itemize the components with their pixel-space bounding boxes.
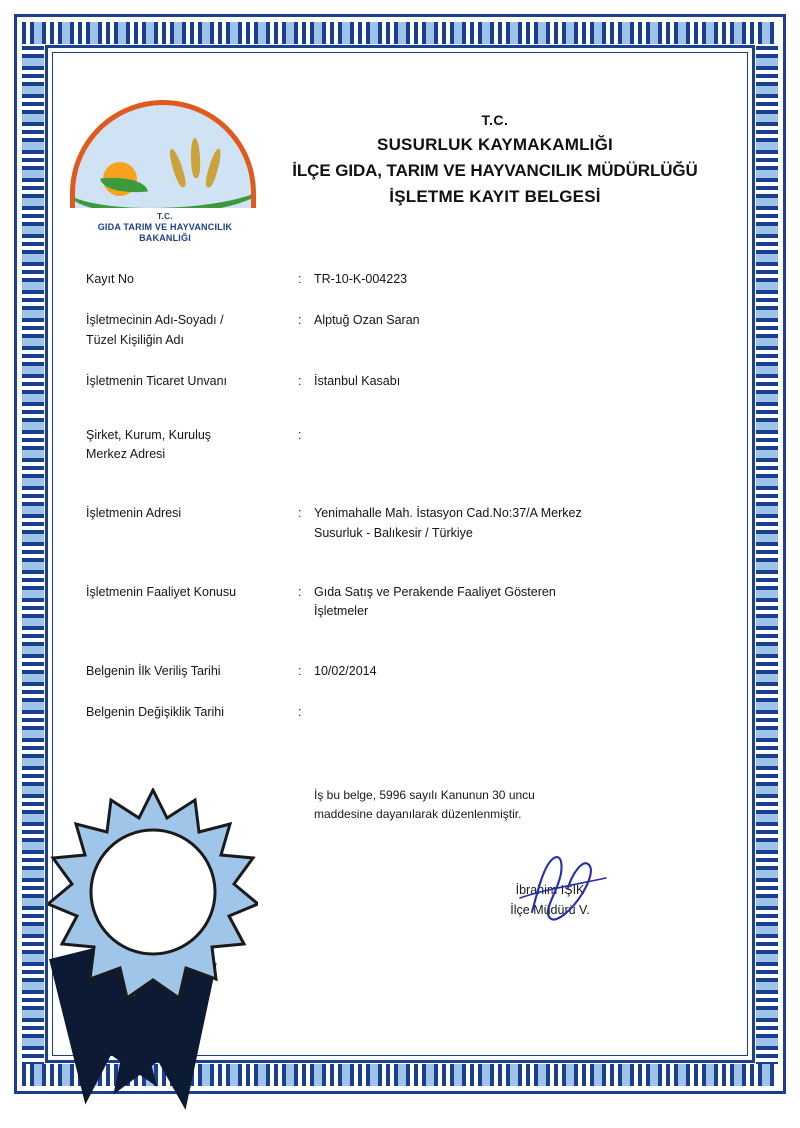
field-label	[86, 583, 298, 602]
field-value-text: İstanbul Kasabı	[314, 374, 401, 389]
certificate-fields	[86, 270, 726, 729]
field-separator: :	[298, 663, 302, 678]
field-value-text: 10/02/2014	[314, 663, 377, 678]
field-label	[86, 311, 298, 350]
field-label	[86, 426, 298, 465]
field-value	[314, 372, 726, 391]
certificate-content	[60, 60, 740, 1048]
field-value-text-line2: Susurluk - Balıkesir / Türkiye	[314, 525, 473, 540]
legal-note-line1: İş bu belge, 5996 sayılı Kanunun 30 uncu	[314, 788, 535, 802]
field-row	[86, 270, 726, 289]
field-separator: :	[298, 705, 302, 720]
field-row	[86, 372, 726, 391]
field-value-text: Gıda Satış ve Perakende Faaliyet Gösteren	[314, 585, 556, 599]
document-title-block	[260, 110, 730, 211]
field-row	[86, 703, 726, 722]
field-label-text: İşletmenin Ticaret Unvanı	[86, 374, 228, 389]
title-line-3: İLÇE GIDA, TARIM VE HAYVANCILIK MÜDÜRLÜĞÜ	[292, 161, 698, 181]
field-label-subtext: Merkez Adresi	[86, 446, 166, 461]
award-seal	[48, 788, 298, 1108]
field-label-text: Belgenin Değişiklik Tarihi	[86, 705, 225, 720]
signature-name: İbrahim IŞIK	[515, 883, 585, 897]
field-value-text: TR-10-K-004223	[314, 272, 408, 286]
field-value	[314, 311, 726, 330]
field-separator: :	[298, 427, 302, 442]
rosette-icon	[48, 788, 258, 998]
title-line-1: T.C.	[481, 112, 509, 128]
field-label-text: İşletmecinin Adı-Soyadı /	[86, 313, 224, 328]
field-label-text: İşletmenin Faaliyet Konusu	[86, 585, 237, 599]
legal-note-line2: maddesine dayanılarak düzenlenmiştir.	[314, 807, 522, 822]
field-label	[86, 504, 298, 523]
field-label-subtext: Tüzel Kişiliğin Adı	[86, 332, 184, 347]
field-row	[86, 426, 726, 465]
field-value-text-line2: İşletmeler	[314, 604, 369, 619]
field-separator: :	[298, 506, 302, 521]
ministry-logo	[70, 94, 260, 264]
field-label-text: Belgenin İlk Veriliş Tarihi	[86, 663, 221, 678]
field-curve-icon	[75, 162, 256, 208]
field-value-text: Alptuğ Ozan Saran	[314, 313, 420, 328]
title-line-2: SUSURLUK KAYMAKAMLIĞI	[377, 134, 613, 154]
field-label	[86, 372, 298, 391]
field-row	[86, 504, 726, 543]
field-value	[314, 662, 726, 681]
field-value	[314, 270, 726, 289]
title-line-4: İŞLETME KAYIT BELGESİ	[389, 187, 601, 207]
field-value	[314, 504, 726, 543]
field-label-text: Kayıt No	[86, 272, 134, 286]
field-separator: :	[298, 313, 302, 328]
signature-block	[420, 880, 680, 920]
logo-arc-icon	[70, 100, 256, 208]
legal-note	[314, 786, 674, 824]
field-label	[86, 270, 298, 289]
field-label	[86, 703, 298, 722]
field-separator: :	[298, 585, 302, 599]
field-label-text: Şirket, Kurum, Kuruluş	[86, 427, 212, 442]
logo-caption-line2: GIDA TARIM VE HAYVANCILIK	[97, 222, 233, 232]
field-separator: :	[298, 272, 302, 286]
field-row	[86, 662, 726, 681]
field-value	[314, 583, 726, 622]
field-value-text: Yenimahalle Mah. İstasyon Cad.No:37/A Merkez	[314, 506, 582, 521]
logo-caption-line1: T.C.	[157, 212, 173, 221]
signature-title: İlçe Müdürü V.	[510, 903, 590, 917]
logo-caption-line3: BAKANLIĞI	[139, 233, 191, 244]
field-label-text: İşletmenin Adresi	[86, 506, 182, 521]
field-label	[86, 662, 298, 681]
field-separator: :	[298, 374, 302, 389]
field-row	[86, 311, 726, 350]
certificate-header	[60, 82, 740, 262]
logo-caption	[70, 212, 260, 245]
field-row	[86, 583, 726, 622]
